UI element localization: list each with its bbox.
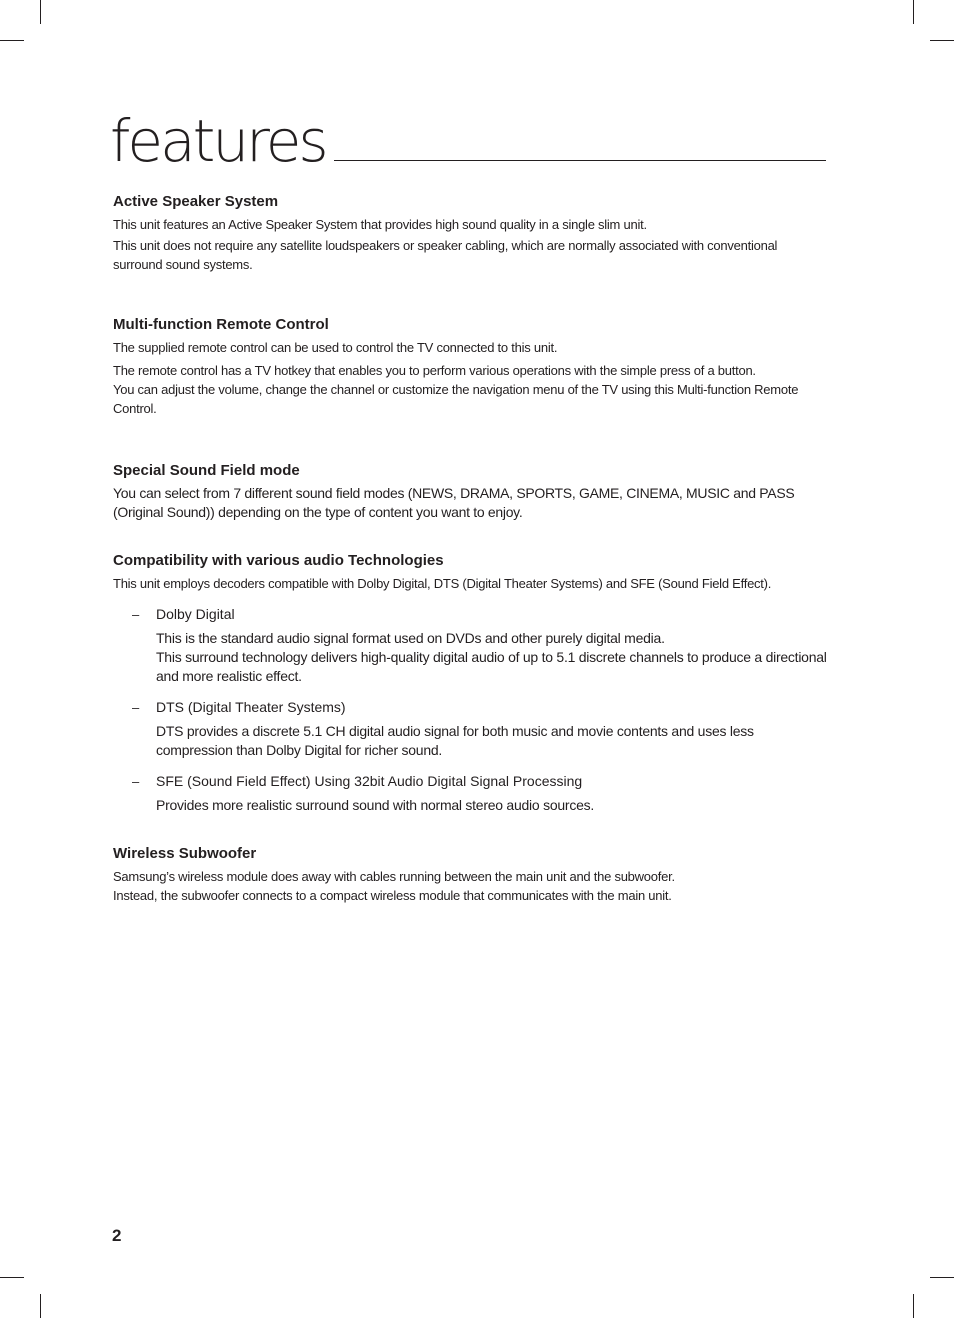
section-audio-compatibility xyxy=(113,552,827,815)
section-heading: Special Sound Field mode xyxy=(113,462,300,479)
paragraph: The supplied remote control can be used to control the TV connected to this unit. xyxy=(113,340,558,355)
page-title: features xyxy=(110,112,334,170)
crop-mark-bottom-left-vertical xyxy=(40,1294,41,1318)
dash-marker: – xyxy=(132,607,140,622)
paragraph: This unit employs decoders compatible with Dolby Digital, DTS (Digital Theater Systems) and SFE (Sound Field Effect). xyxy=(113,576,772,591)
paragraph: This unit features an Active Speaker System that provides high sound quality in a single slim unit. xyxy=(113,217,647,232)
list-item xyxy=(113,605,827,686)
bullet-text: This is the standard audio signal format used on DVDs and other purely digital media. xyxy=(156,630,665,646)
paragraph: Samsung’s wireless module does away with cables running between the main unit and the subwoofer. xyxy=(113,869,675,884)
crop-mark-bottom-left-horizontal xyxy=(0,1277,24,1278)
crop-mark-top-right-vertical xyxy=(913,0,914,24)
page-number: 2 xyxy=(112,1226,122,1245)
bullet-title: Dolby Digital xyxy=(156,606,235,622)
paragraph: Instead, the subwoofer connects to a compact wireless module that communicates with the main unit. xyxy=(113,888,672,903)
crop-mark-top-left-vertical xyxy=(40,0,41,24)
bullet-list xyxy=(113,605,827,815)
crop-mark-bottom-right-horizontal xyxy=(930,1277,954,1278)
section-special-sound-field xyxy=(113,462,827,522)
paragraph: The remote control has a TV hotkey that enables you to perform various operations with the simple press of a button. xyxy=(113,363,756,378)
section-heading: Compatibility with various audio Technologies xyxy=(113,552,444,569)
page-content xyxy=(113,193,827,935)
section-wireless-subwoofer xyxy=(113,845,827,905)
bullet-text: This surround technology delivers high-quality digital audio of up to 5.1 discrete channels to produce a directional and more realistic effect. xyxy=(156,649,827,684)
section-multi-function-remote xyxy=(113,316,827,418)
bullet-title: DTS (Digital Theater Systems) xyxy=(156,699,346,715)
crop-mark-top-right-horizontal xyxy=(930,40,954,41)
title-rule xyxy=(110,100,826,175)
section-heading: Wireless Subwoofer xyxy=(113,845,257,862)
bullet-text: DTS provides a discrete 5.1 CH digital audio signal for both music and movie contents and uses less compression than Dolby Digital for richer sound. xyxy=(156,723,754,758)
section-heading: Multi-function Remote Control xyxy=(113,316,329,333)
crop-mark-top-left-horizontal xyxy=(0,40,24,41)
list-item xyxy=(113,698,827,760)
crop-mark-bottom-right-vertical xyxy=(913,1294,914,1318)
paragraph: You can adjust the volume, change the channel or customize the navigation menu of the TV using this Multi-function Remote Control. xyxy=(113,382,799,416)
dash-marker: – xyxy=(132,700,140,715)
section-active-speaker-system xyxy=(113,193,827,274)
paragraph: This unit does not require any satellite loudspeakers or speaker cabling, which are normally associated with conventional surround sound systems. xyxy=(113,238,778,272)
dash-marker: – xyxy=(132,774,140,789)
bullet-title: SFE (Sound Field Effect) Using 32bit Audio Digital Signal Processing xyxy=(156,773,583,789)
list-item xyxy=(113,772,827,815)
paragraph: You can select from 7 different sound field modes (NEWS, DRAMA, SPORTS, GAME, CINEMA, MUSIC and PASS (Original Sound)) depending on the type of content you want to enjoy. xyxy=(113,485,795,520)
section-heading: Active Speaker System xyxy=(113,193,279,210)
bullet-text: Provides more realistic surround sound with normal stereo audio sources. xyxy=(156,797,594,813)
